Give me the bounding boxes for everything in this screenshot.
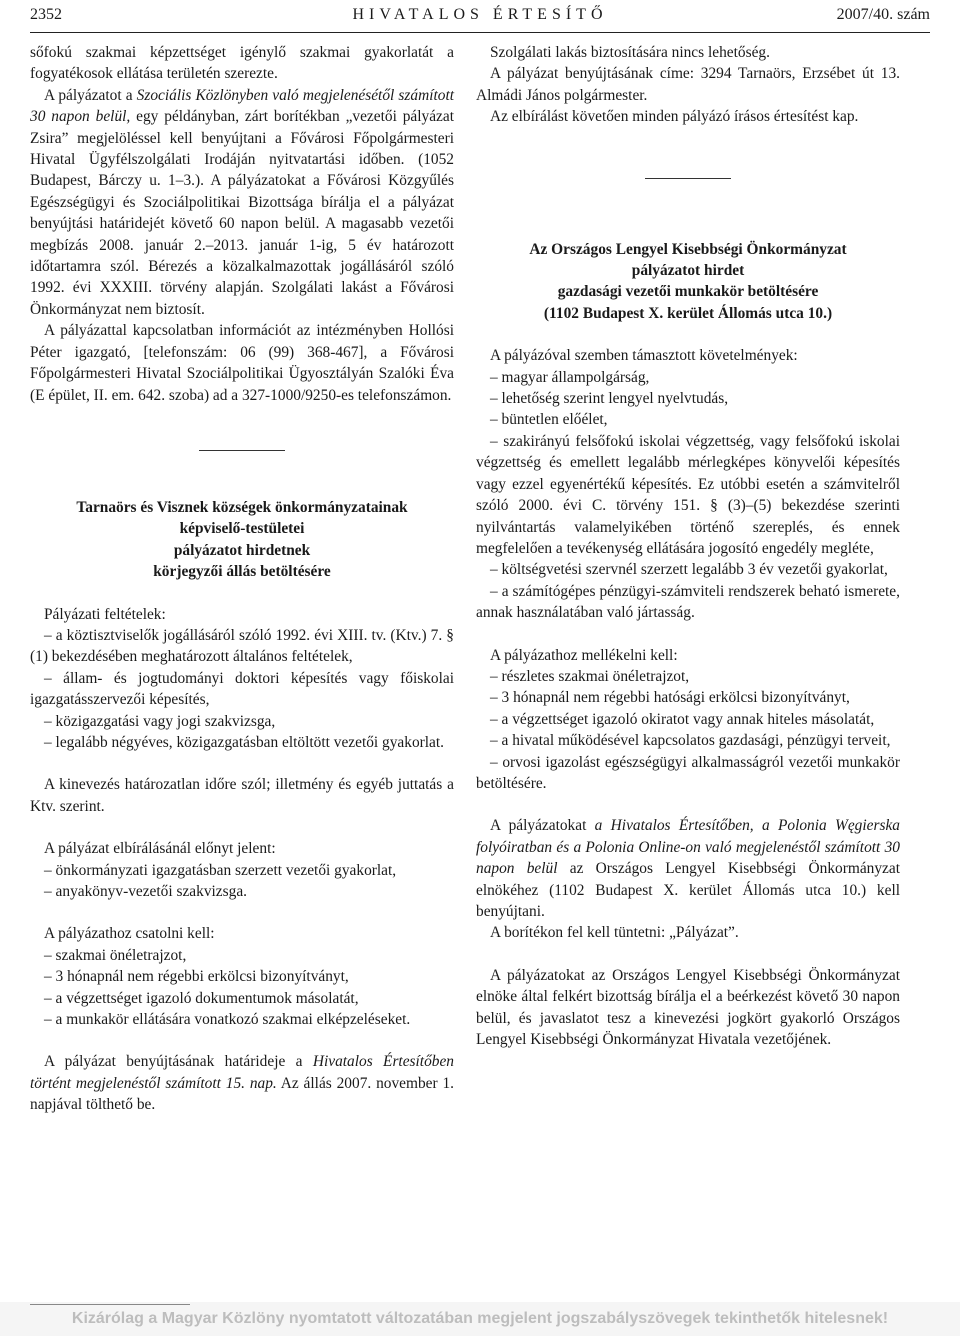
submission-paragraph	[30, 85, 454, 320]
list-item: – büntetlen előélet,	[490, 411, 608, 429]
text-run: A pályázat benyújtásának határideje a	[44, 1053, 313, 1071]
submission-paragraph	[476, 815, 900, 922]
list-item: – közigazgatási vagy jogi szakvizsga,	[44, 712, 276, 730]
deadline-paragraph	[30, 1051, 454, 1115]
address-paragraph: A pályázat benyújtásának címe: 3294 Tarnaörs, Erzsébet út 13. Almádi János polgármester.	[476, 65, 900, 104]
list-item: – a végzettséget igazoló dokumentumok másolatát,	[44, 989, 359, 1007]
heading-line: pályázatot hirdet	[631, 262, 745, 280]
housing-paragraph: Szolgálati lakás biztosítására nincs lehetőség.	[490, 44, 770, 61]
requirements-title: A pályázóval szemben támasztott követelmények:	[490, 347, 798, 365]
notice-heading	[476, 239, 900, 325]
appointment-paragraph: A kinevezés határozatlan időre szól; illetmény és egyéb juttatás a Ktv. szerint.	[30, 776, 454, 815]
list-item: – 3 hónapnál nem régebbi erkölcsi bizonyítványt,	[44, 968, 349, 986]
list-item: – a hivatal működésével kapcsolatos gazdasági, pénzügyi terveit,	[490, 732, 891, 750]
list-item: – a számítógépes pénzügyi-számviteli rendszerek beható ismerete, annak használatában való jártasság.	[476, 582, 900, 622]
info-paragraph: A pályázattal kapcsolatban információt az intézményben Hollósi Péter igazgató, [telefonszám: 06 (99) 368-467], a Fővárosi Főpolgármesteri Hivatal Szociálpolitikai Ügyosztályán Szalóki Éva (E épület, II. em. 642. szoba) ad a 327-1000/9250-es telefonszámon.	[30, 322, 454, 404]
heading-line: (1102 Budapest X. kerület Állomás utca 10.)	[543, 304, 833, 322]
text-run: egy példányban, zárt borítékban „vezetői pályázat Zsira” megjelöléssel kell benyújtani a Fővárosi Főpolgármesteri Hivatal Ügyfélszolgálati Irodáján nyitvatartási időben. (1052 Budapest, Bárczy u. 1–3.). A pályázatokat a Fővárosi Közgyűlés Egészségügyi és Szociálpolitikai Bizottsága bírálja el a pályázat benyújtási határidejét követő 60 napon belül. A magasabb vezetői megbízás 2008. január 2.–2013. január 1-ig, 5 év határozott időtartamra szól. Bérezés a közalkalmazottak jogállásáról szóló 1992. évi XXXIII. törvény alapján. Szolgálati lakást a Fővárosi Önkormányzat nem biztosít.	[30, 108, 454, 318]
list-item: – önkormányzati igazgatásban szerzett vezetői gyakorlat,	[44, 861, 397, 879]
list-item: – költségvetési szervnél szerzett legalább 3 év vezetői gyakorlat,	[490, 561, 888, 579]
text-run: az Országos Lengyel Kisebbségi Önkormányzat elnökéhez (1102 Budapest X. kerület Állomás utca 10.) kell benyújtani.	[476, 860, 900, 920]
conditions-title: Pályázati feltételek:	[44, 605, 166, 623]
page-number: 2352	[30, 6, 62, 23]
text-run: A pályázatokat	[490, 817, 595, 835]
italic-text: Szociális Közlönyben való megjelenésétől számított 30 napon belül,	[30, 86, 454, 126]
heading-line: Tarnaörs és Visznek községek önkormányzatainak	[76, 498, 408, 516]
envelope-paragraph: A borítékon fel kell tüntetni: „Pályázat”.	[490, 924, 739, 942]
heading-line: képviselő-testületei	[179, 520, 305, 538]
right-column	[476, 42, 900, 1050]
header-rule	[30, 32, 930, 33]
left-column	[30, 42, 454, 1116]
notice-heading	[30, 497, 454, 583]
list-item: – legalább négyéves, közigazgatásban eltöltött vezetői gyakorlat.	[44, 733, 445, 751]
list-item: – a végzettséget igazoló okiratot vagy annak hiteles másolatát,	[490, 710, 875, 728]
list-item: – szakmai önéletrajzot,	[44, 946, 187, 964]
evaluation-paragraph: A pályázatokat az Országos Lengyel Kisebbségi Önkormányzat elnöke által felkért bizottság bírálja el a beérkezést követő 30 napon belül, és javaslatot tesz a kinevezési jogkört gyakorló Országos Lengyel Kisebbségi Önkormányzat Hivatala vezetőjének.	[476, 966, 900, 1049]
list-item: – a munkakör ellátására vonatkozó szakmai elképzeléseket.	[44, 1011, 411, 1029]
heading-line: Az Országos Lengyel Kisebbségi Önkormányzat	[529, 240, 847, 258]
text-run: Az állás 2007. november 1. napjával tölthető be.	[30, 1074, 454, 1114]
italic-text: Hivatalos Értesítőben történt megjelenéstől számított 15. nap.	[30, 1053, 455, 1092]
list-item: – szakirányú felsőfokú iskolai végzettség, vagy felsőfokú iskolai végzettség és emellett legalább mérlegképes könyvelői képesítés vagy ezzel egyenértékű képesítés. Ez utóbbi esetén a számvitelről szóló 2000. évi C. törvény 151. § (3)–(5) bekezdése szerinti nyilvántartás valamelyikében történő szereplés, és ennek megfelelően a tevékenység ellátására jogosító engedély megléte,	[476, 432, 900, 557]
heading-line: körjegyzői állás betöltésére	[153, 563, 331, 581]
attachments-title: A pályázathoz mellékelni kell:	[490, 646, 678, 664]
list-item: – állam- és jogtudományi doktori képesítés vagy főiskolai igazgatásszervezői képesítés,	[30, 669, 454, 709]
advantage-title: A pályázat elbírálásánál előnyt jelent:	[44, 840, 276, 858]
authenticity-notice: Kizárólag a Magyar Közlöny nyomtatott változatában megjelent jogszabályszövegek tekinthetők hitelesnek!	[71, 1310, 889, 1327]
list-item: – lehetőség szerint lengyel nyelvtudás,	[490, 390, 729, 408]
continued-paragraph: sőfokú szakmai képzettséget igénylő szakmai gyakorlatát a fogyatékosok ellátása területén szerezte.	[30, 44, 454, 83]
footer-rule	[30, 1304, 190, 1305]
list-item: – magyar állampolgárság,	[490, 368, 650, 386]
page-header	[30, 4, 930, 28]
notification-paragraph: Az elbírálást követően minden pályázó írásos értesítést kap.	[490, 108, 859, 126]
publication-title: HIVATALOS ÉRTESÍTŐ	[352, 6, 608, 23]
heading-line: gazdasági vezetői munkakör betöltésére	[557, 283, 819, 301]
list-item: – anyakönyv-vezetői szakvizsga.	[44, 883, 247, 900]
heading-line: pályázatot hirdetnek	[173, 541, 311, 559]
list-item: – a köztisztviselők jogállásáról szóló 1992. évi XIII. tv. (Ktv.) 7. § (1) bekezdésében meghatározott általános feltételek,	[30, 626, 454, 666]
list-item: – 3 hónapnál nem régebbi hatósági erkölcsi bizonyítványt,	[490, 689, 850, 707]
italic-text: a Hivatalos Értesítőben, a Polonia Węgierska folyóiratban és a Polonia Online-on való megjelenéstől számított 30 napon belül	[476, 817, 900, 878]
attachments-title: A pályázathoz csatolni kell:	[44, 925, 215, 943]
text-run: A pályázatot a	[44, 86, 137, 104]
issue-number: 2007/40. szám	[836, 6, 930, 23]
list-item: – részletes szakmai önéletrajzot,	[490, 667, 690, 685]
list-item: – orvosi igazolást egészségügyi alkalmasságról vezetői munkakör betöltésére.	[476, 753, 900, 792]
